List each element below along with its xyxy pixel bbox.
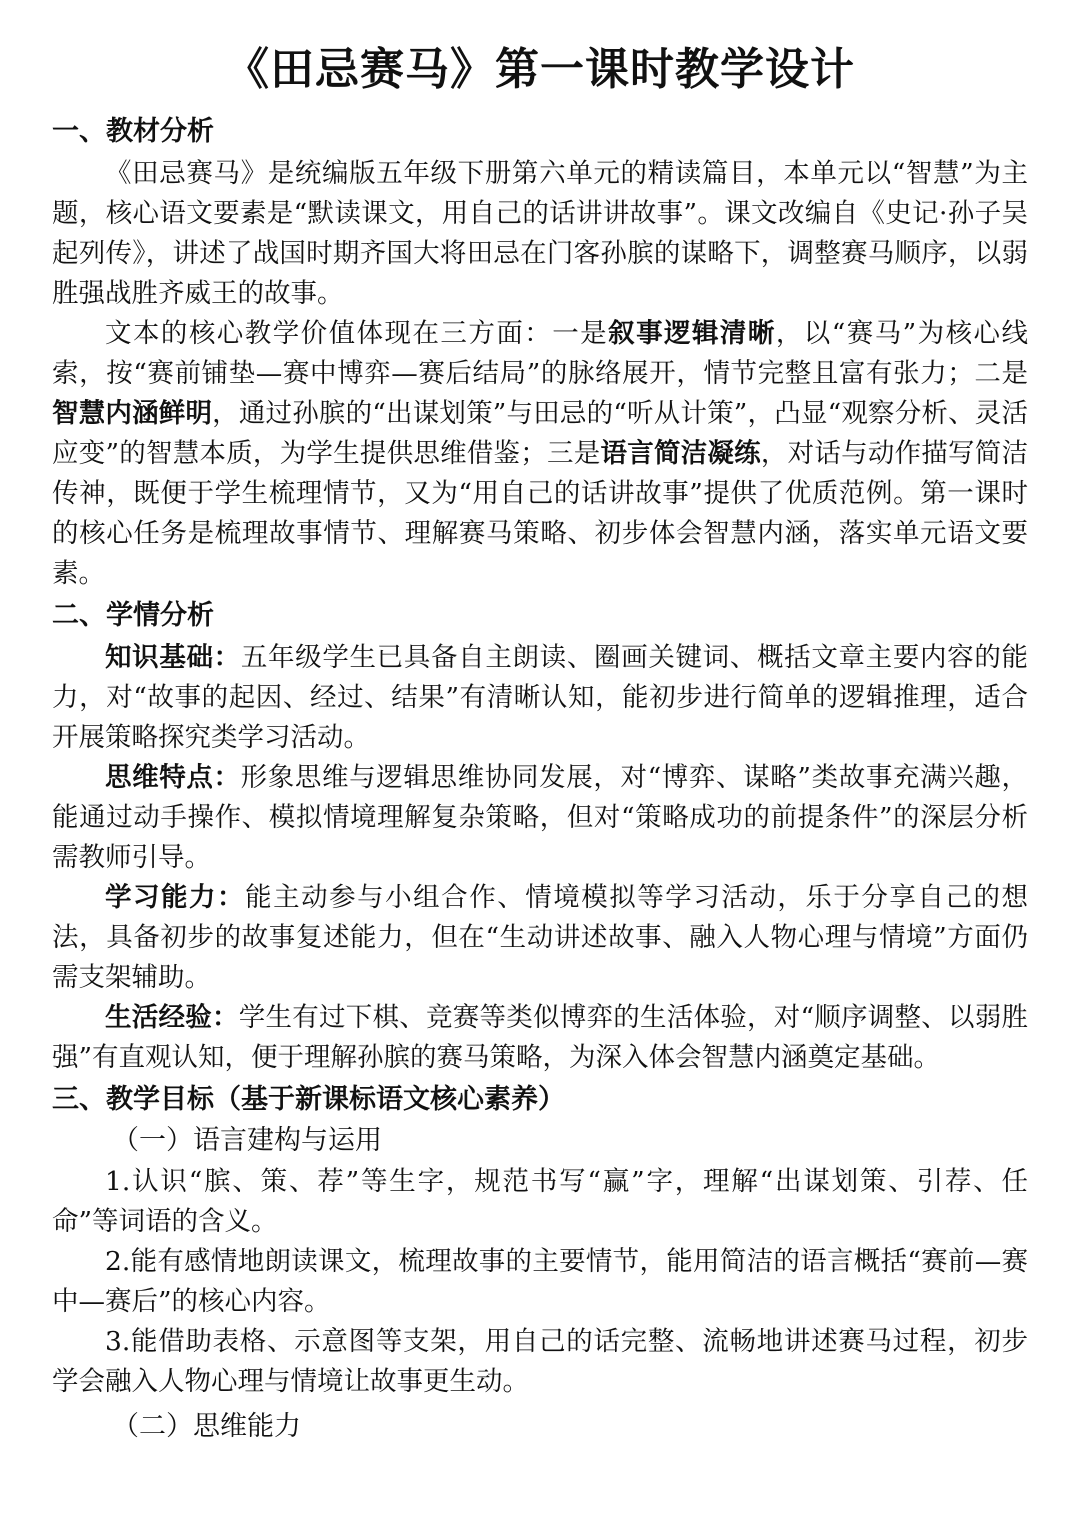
item-label: 学习能力： bbox=[105, 882, 246, 913]
item-text: 学生有过下棋、竞赛等类似博弈的生活体验，对“顺序调整、以弱胜强”有直观认知，便于理解孙膑的赛马策略，为深入体会智慧内涵奠定基础。 bbox=[52, 1002, 1028, 1073]
item-text: 形象思维与逻辑思维协同发展，对“博弈、谋略”类故事充满兴趣，能通过动手操作、模拟情境理解复杂策略，但对“策略成功的前提条件”的深层分析需教师引导。 bbox=[52, 762, 1028, 873]
section-heading: 一、教材分析 bbox=[52, 116, 214, 147]
item-label: 生活经验： bbox=[105, 1002, 239, 1033]
bold-keyword: 语言简洁凝练 bbox=[600, 438, 761, 469]
bold-keyword: 叙事逻辑清晰 bbox=[608, 318, 776, 349]
document-title: 《田忌赛马》第一课时教学设计 bbox=[225, 44, 855, 95]
item-text: 能主动参与小组合作、情境模拟等学习活动，乐于分享自己的想法，具备初步的故事复述能力，但在“生动讲述故事、融入人物心理与情境”方面仍需支架辅助。 bbox=[52, 882, 1028, 993]
bold-keyword: 智慧内涵鲜明 bbox=[52, 398, 213, 429]
goal-item: 3.能借助表格、示意图等支架，用自己的话完整、流畅地讲述赛马过程，初步学会融入人物心理与情境让故事更生动。 bbox=[52, 1326, 1028, 1397]
item-text: 五年级学生已具备自主朗读、圈画关键词、概括文章主要内容的能力，对“故事的起因、经过、结果”有清晰认知，能初步进行简单的逻辑推理，适合开展策略探究类学习活动。 bbox=[52, 642, 1029, 753]
item-label: 知识基础： bbox=[105, 642, 241, 673]
document-page bbox=[52, 40, 1028, 1448]
paragraph-life-experience bbox=[52, 998, 1028, 1078]
section-heading: 二、学情分析 bbox=[52, 600, 214, 631]
section-heading: 三、教学目标（基于新课标语文核心素养） bbox=[52, 1084, 565, 1115]
text-run: ，通过孙膑的“出谋划策”与田忌的“听从计策”，凸显“观察分析、灵活应变”的智慧本质，为学生提供思维借鉴；三是 bbox=[52, 398, 1028, 469]
sub-heading: （二）思维能力 bbox=[112, 1411, 301, 1442]
text-run: ，对话与动作描写简洁传神，既便于学生梳理情节，又为“用自己的话讲故事”提供了优质范例。第一课时的核心任务是梳理故事情节、理解赛马策略、初步体会智慧内涵，落实单元语文要素。 bbox=[52, 438, 1028, 589]
section-textbook-analysis bbox=[52, 114, 1028, 594]
text-run: 文本的核心教学价值体现在三方面：一是 bbox=[105, 318, 609, 349]
item-label: 思维特点： bbox=[105, 762, 241, 793]
paragraph-knowledge-base bbox=[52, 638, 1028, 758]
paragraph-core-value bbox=[52, 314, 1028, 594]
goal-item: 1.认识“膑、策、荐”等生字，规范书写“赢”字，理解“出谋划策、引荐、任命”等词语的含义。 bbox=[52, 1166, 1028, 1237]
section-student-analysis bbox=[52, 598, 1028, 1078]
paragraph-learning-ability bbox=[52, 878, 1028, 998]
sub-heading: （一）语言建构与运用 bbox=[112, 1125, 382, 1156]
paragraph-intro: 《田忌赛马》是统编版五年级下册第六单元的精读篇目，本单元以“智慧”为主题，核心语文要素是“默读课文，用自己的话讲讲故事”。课文改编自《史记·孙子吴起列传》，讲述了战国时期齐国大将田忌在门客孙膑的谋略下，调整赛马顺序，以弱胜强战胜齐威王的故事。 bbox=[52, 158, 1028, 309]
paragraph-thinking bbox=[52, 758, 1028, 878]
goal-item: 2.能有感情地朗读课文，梳理故事的主要情节，能用简洁的语言概括“赛前—赛中—赛后”的核心内容。 bbox=[52, 1246, 1028, 1317]
section-teaching-goals bbox=[52, 1082, 1028, 1446]
text-run: ，以“赛马”为核心线索，按“赛前铺垫—赛中博弈—赛后结局”的脉络展开，情节完整且富有张力；二是 bbox=[52, 318, 1029, 389]
